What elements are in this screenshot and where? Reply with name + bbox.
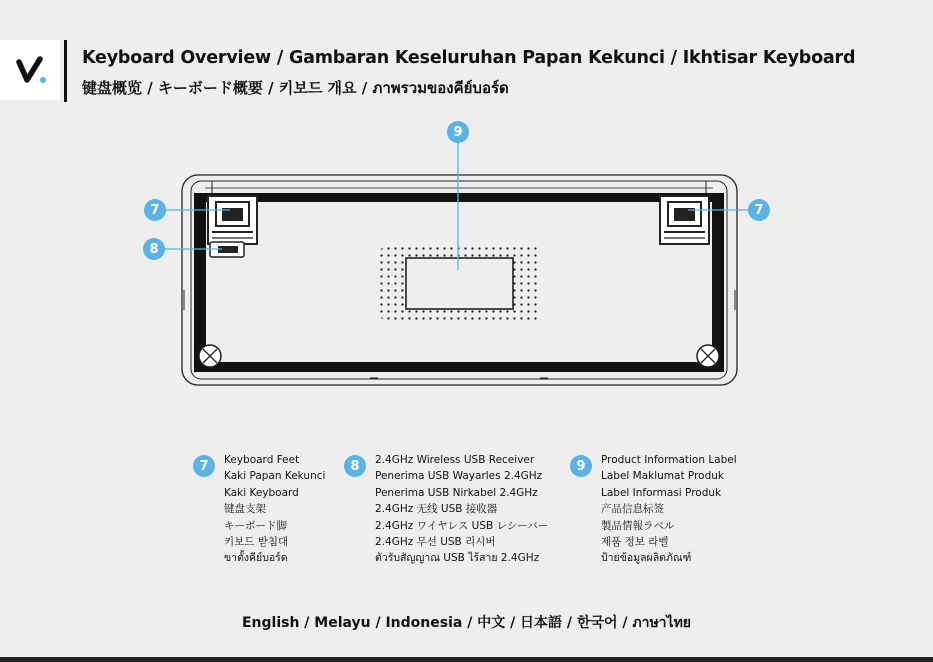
- callout-7-foot-right: 7: [748, 199, 770, 221]
- legend-line: 키보드 받침대: [224, 536, 289, 549]
- legend-line: Kaki Keyboard: [224, 486, 299, 499]
- legend-line: ป้ายข้อมูลผลิตภัณฑ์: [601, 552, 692, 565]
- legend-badge: 7: [193, 455, 215, 477]
- keyboard-foot-right: [660, 196, 709, 244]
- page-title: Keyboard Overview / Gambaran Keseluruhan Papan Kekunci / Ikhtisar Keyboard: [82, 48, 856, 68]
- legend-line: 2.4GHz 무선 USB 리시버: [375, 536, 496, 549]
- legend-line: ขาตั้งคีย์บอร์ด: [224, 552, 288, 565]
- legend-line: 产品信息标签: [601, 503, 664, 516]
- bottom-border: [0, 657, 933, 662]
- legend-line: Kaki Papan Kekunci: [224, 470, 326, 483]
- legend-line: Keyboard Feet: [224, 454, 300, 466]
- legend-line: Label Maklumat Produk: [601, 470, 724, 483]
- rubber-pad-left: [199, 345, 221, 367]
- legend-badge: 9: [570, 455, 592, 477]
- legend-badge: 8: [344, 455, 366, 477]
- product-label-area: [406, 258, 513, 309]
- callout-8-usb-receiver: 8: [143, 238, 165, 260]
- rubber-pad-right: [697, 345, 719, 367]
- keyboard-foot-left: [208, 196, 257, 244]
- legend-line: Penerima USB Nirkabel 2.4GHz: [375, 486, 538, 499]
- legend-line: 2.4GHz Wireless USB Receiver: [375, 454, 535, 466]
- language-footer: English / Melayu / Indonesia / 中文 / 日本語 / 한국어 / ภาษาไทย: [241, 615, 692, 631]
- legend-line: 2.4GHz 无线 USB 接收器: [375, 503, 498, 516]
- legend-line: キーボード脚: [224, 519, 287, 532]
- callout-9-product-label: 9: [447, 121, 469, 143]
- legend-line: 键盘支架: [224, 503, 266, 516]
- legend-line: 제품 정보 라벨: [601, 536, 669, 549]
- page-subtitle: 键盘概览 / キーボード概要 / 키보드 개요 / ภาพรวมของคีย์บอร์ด: [82, 79, 509, 97]
- legend-line: Penerima USB Wayarles 2.4GHz: [375, 470, 543, 483]
- legend-line: 2.4GHz ワイヤレス USB レシーバー: [375, 519, 549, 532]
- legend-line: Label Informasi Produk: [601, 486, 722, 499]
- legend-line: 製品情報ラベル: [601, 519, 675, 532]
- callout-7-foot-left: 7: [144, 199, 166, 221]
- legend-line: Product Information Label: [601, 454, 737, 466]
- legend-line: ตัวรับสัญญาณ USB ไร้สาย 2.4GHz: [375, 552, 540, 565]
